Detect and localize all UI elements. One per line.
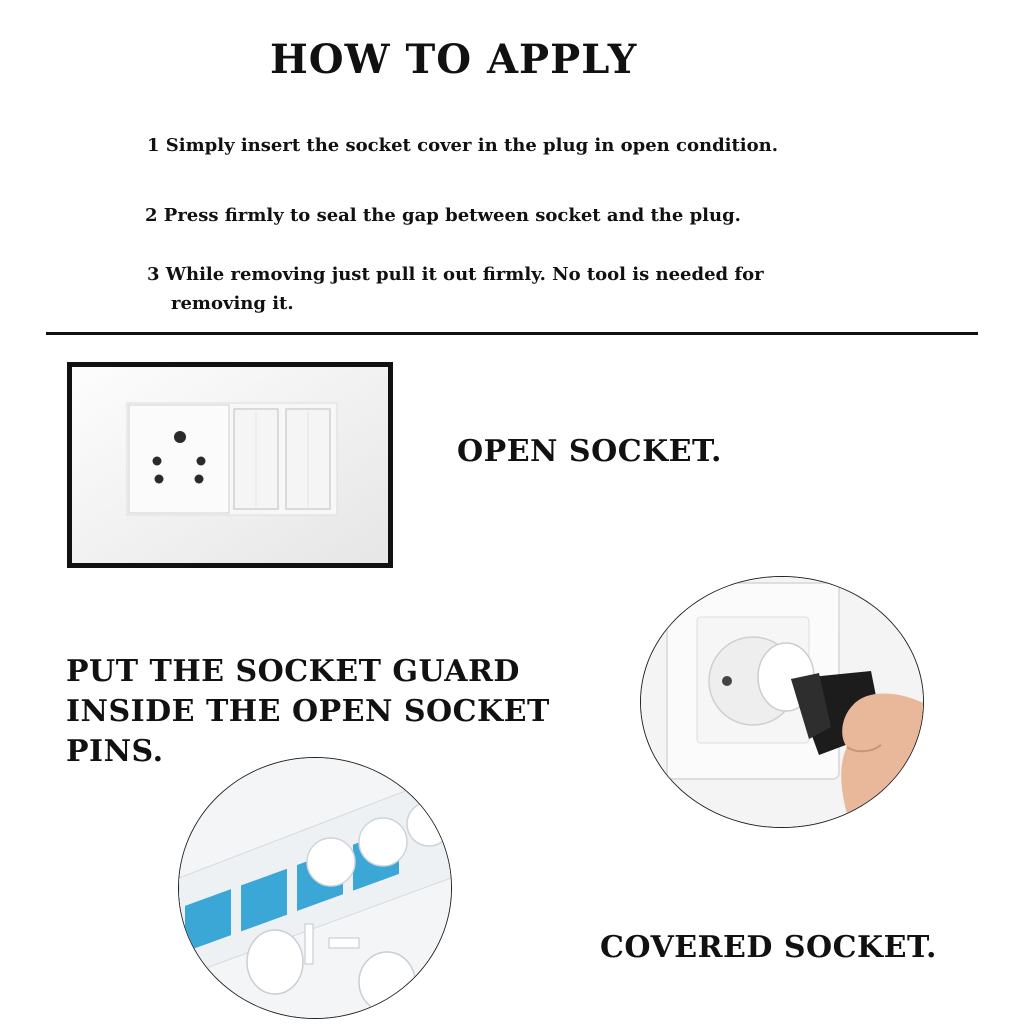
socket-hole-bottom-right	[195, 475, 204, 484]
step-3-text: 3 While removing just pull it out firmly. No tool is needed for	[147, 264, 764, 285]
covered-socket-label: COVERED SOCKET.	[600, 930, 937, 965]
step-3	[147, 260, 764, 318]
wall-switchboard-illustration	[72, 367, 388, 563]
guard-on-strip-3	[407, 802, 451, 846]
socket-hole-top	[174, 431, 186, 443]
instruction-line-1: PUT THE SOCKET GUARD	[66, 654, 520, 689]
section-divider	[46, 332, 978, 335]
hand-inserting-plug-illustration	[641, 577, 923, 827]
step-3-continuation: removing it.	[171, 293, 294, 314]
power-strip-guards-image	[178, 757, 452, 1019]
instruction-line-2: INSIDE THE OPEN SOCKET	[66, 694, 550, 729]
guard-on-strip-1	[307, 838, 355, 886]
loose-guard-2	[359, 952, 415, 1012]
open-socket-label: OPEN SOCKET.	[457, 434, 722, 469]
step-2-text: 2 Press firmly to seal the gap between socket and the plug.	[145, 205, 741, 226]
instruction-text	[66, 652, 586, 772]
step-1-text: 1 Simply insert the socket cover in the plug in open condition.	[147, 135, 779, 156]
power-strip-illustration	[179, 758, 451, 1018]
guard-on-strip-2	[359, 818, 407, 866]
socket-hole-right	[197, 457, 206, 466]
socket-hole-bottom-left	[155, 475, 164, 484]
hand	[841, 693, 923, 827]
socket-hole-left	[153, 457, 162, 466]
instruction-line-3: PINS.	[66, 734, 164, 769]
open-socket-image	[67, 362, 393, 568]
plug-in-socket-image	[640, 576, 924, 828]
page-title: HOW TO APPLY	[270, 36, 638, 83]
loose-guard-1	[247, 930, 303, 994]
loose-guard-pin	[305, 924, 313, 964]
